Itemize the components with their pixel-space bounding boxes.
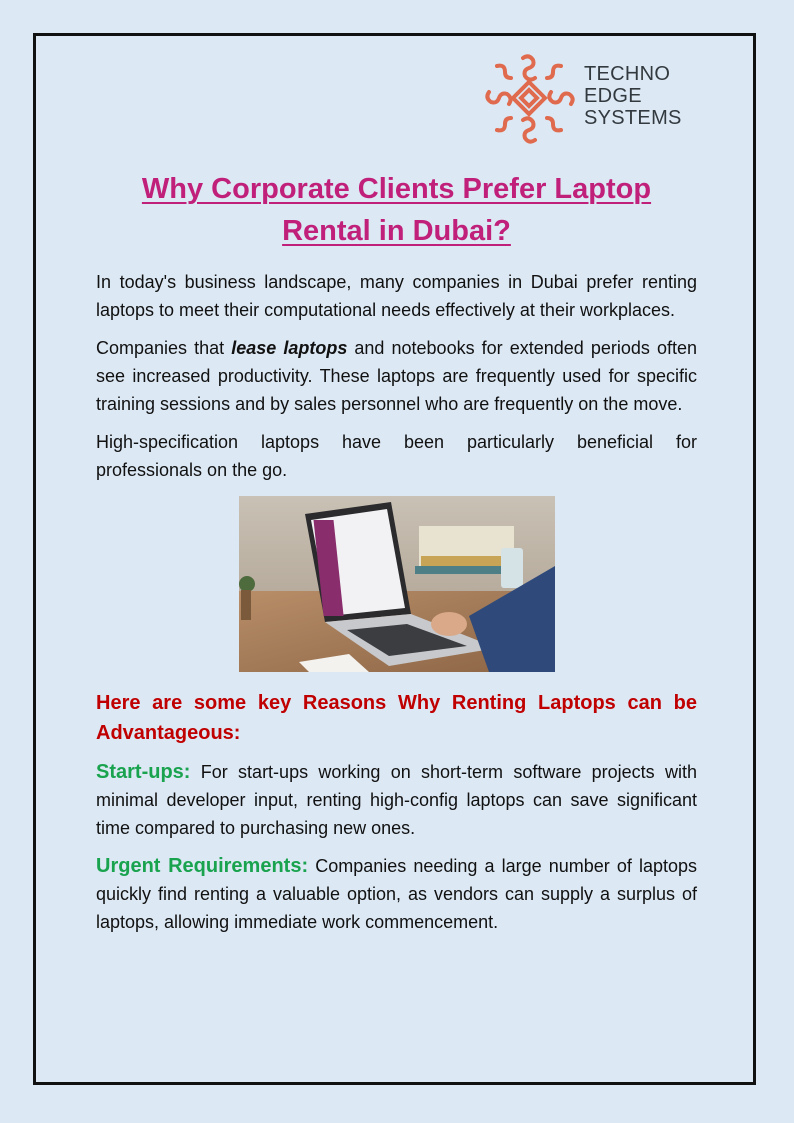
logo-line: EDGE (584, 85, 642, 107)
article-body (96, 268, 697, 946)
company-logo (483, 52, 683, 144)
logo-line: TECHNO (584, 63, 671, 85)
lease-text-after: and notebooks for extended periods often see increased productivity. These laptops are frequently used for specific training sessions and by sales personnel who are frequently on the move. (96, 338, 698, 414)
reason-text: Companies needing a large number of laptops quickly find renting a valuable option, as vendors can supply a surplus of laptops, allowing immediate work commencement. (96, 856, 697, 932)
laptop-photo (239, 496, 555, 672)
reason-startups (96, 758, 697, 842)
logo-line: SYSTEMS (584, 107, 682, 129)
logo-wordmark (584, 63, 682, 129)
lease-laptops-emphasis: lease laptops (231, 338, 348, 358)
laptop-photo-image (239, 496, 555, 672)
reason-label: Start-ups: (96, 761, 191, 783)
intro-paragraph: In today's business landscape, many companies in Dubai prefer renting laptops to meet their computational needs effectively at their workplaces. (96, 272, 697, 320)
lease-text-before: Companies that (96, 338, 232, 358)
reason-text: For start-ups working on short-term software projects with minimal developer input, renting high-config laptops can save significant time compared to purchasing new ones. (96, 762, 697, 838)
lease-paragraph (96, 334, 697, 418)
snowflake-logo-icon (483, 52, 575, 144)
page-title: Why Corporate Clients Prefer Laptop Rental in Dubai? (141, 173, 652, 247)
highspec-paragraph: High-specification laptops have been particularly beneficial for professionals on the go. (96, 432, 697, 480)
reason-label: Urgent Requirements: (96, 855, 309, 877)
reason-urgent (96, 852, 697, 936)
reasons-heading: Here are some key Reasons Why Renting Laptops can be Advantageous: (96, 692, 697, 744)
